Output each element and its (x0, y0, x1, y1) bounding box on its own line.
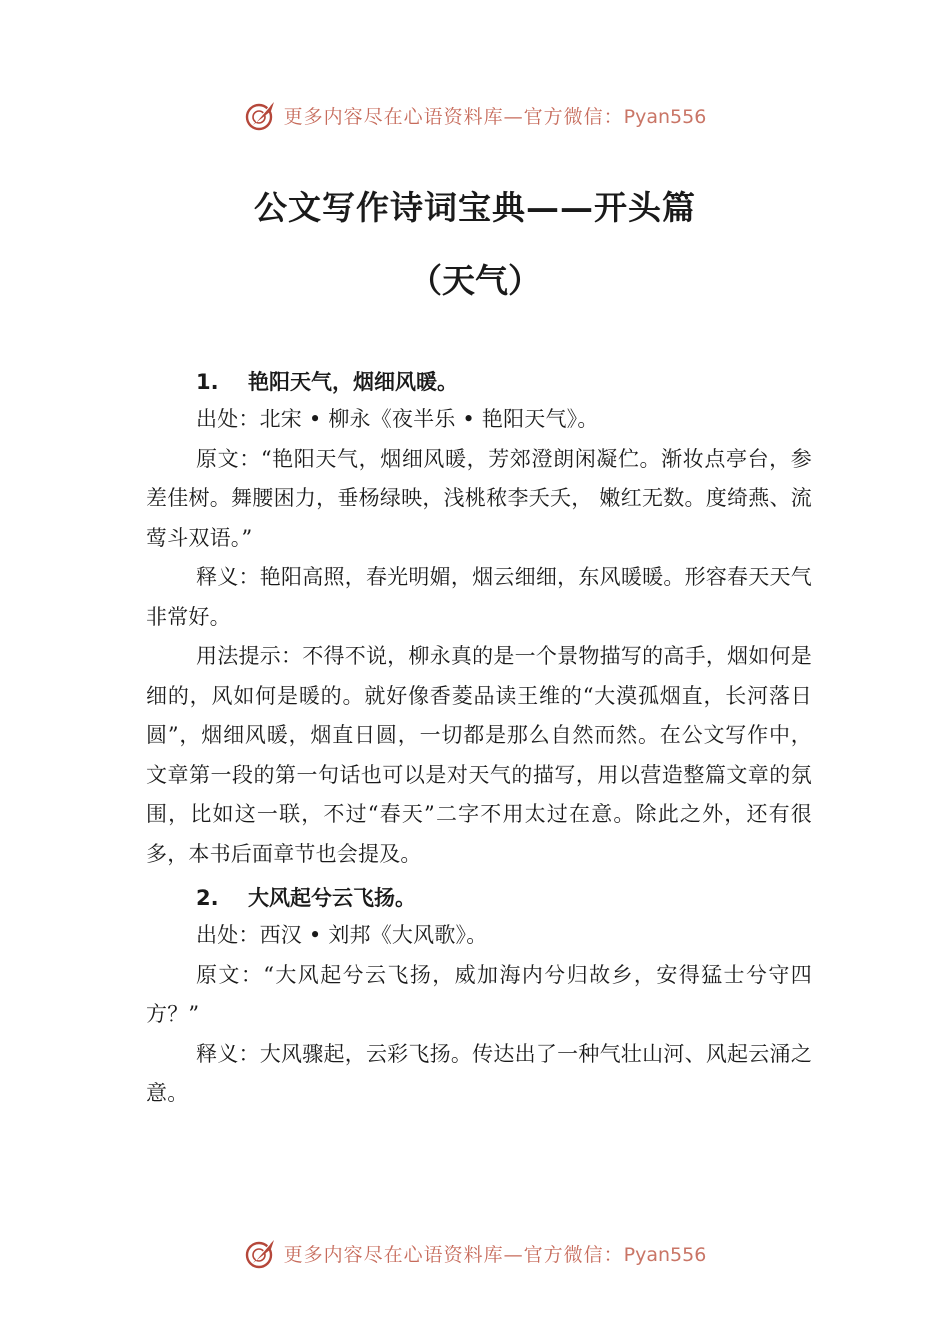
page-subtitle: （天气） (409, 261, 541, 300)
banner-text: 更多内容尽在心语资料库—官方微信：Pyan556 (283, 105, 707, 128)
header-banner (0, 95, 950, 135)
source-paragraph: 出处：西汉 • 刘邦《大风歌》。 (196, 923, 488, 947)
usage-paragraph: 用法提示：不得不说，柳永真的是一个景物描写的高手，烟如何是细的，风如何是暖的。就好像香菱品读王维的“大漠孤烟直，长河落日圆”，烟细风暖，烟直日圆，一切都是那么自然而然。在公文写作中，文章第一段的第一句话也可以是对天气的描写，用以营造整篇文章的氛围，比如这一联，不过“春天”二字不用太过在意。除此之外，还有很多，本书后面章节也会提及。 (146, 644, 812, 866)
banner-text: 更多内容尽在心语资料库—官方微信：Pyan556 (283, 1243, 707, 1266)
original-paragraph: 原文：“艳阳天气，烟细风暖，芳郊澄朗闲凝伫。渐妆点亭台，参差佳树。舞腰困力，垂杨绿映，浅桃秾李夭夭， 嫩红无数。度绮燕、流莺斗双语。” (146, 446, 812, 550)
quill-logo-icon (244, 98, 278, 132)
page-title: 公文写作诗词宝典——开头篇 (254, 188, 696, 227)
wechat-handle: Pyan556 (623, 1243, 707, 1266)
meaning-paragraph: 释义：艳阳高照，春光明媚，烟云细细，东风暖暖。形容春天天气非常好。 (146, 565, 812, 629)
section-heading-text: 艳阳天气，烟细风暖。 (248, 370, 458, 394)
banner-inner (244, 98, 707, 132)
document-body (146, 362, 812, 1114)
quill-logo-icon (244, 1236, 278, 1270)
banner-inner (244, 1236, 707, 1270)
source-paragraph: 出处：北宋 • 柳永《夜半乐 • 艳阳天气》。 (196, 407, 599, 431)
wechat-handle: Pyan556 (623, 105, 707, 128)
section-number: 2. (196, 886, 219, 910)
section-1 (146, 362, 812, 874)
footer-banner (0, 1233, 950, 1273)
original-paragraph: 原文：“大风起兮云飞扬，威加海内兮归故乡，安得猛士兮守四方？” (146, 962, 812, 1026)
section-heading (146, 362, 812, 402)
section-2 (146, 878, 812, 1114)
section-heading (146, 878, 812, 918)
section-number: 1. (196, 370, 219, 394)
section-heading-text: 大风起兮云飞扬。 (248, 886, 416, 910)
meaning-paragraph: 释义：大风骤起，云彩飞扬。传达出了一种气壮山河、风起云涌之意。 (146, 1041, 812, 1105)
